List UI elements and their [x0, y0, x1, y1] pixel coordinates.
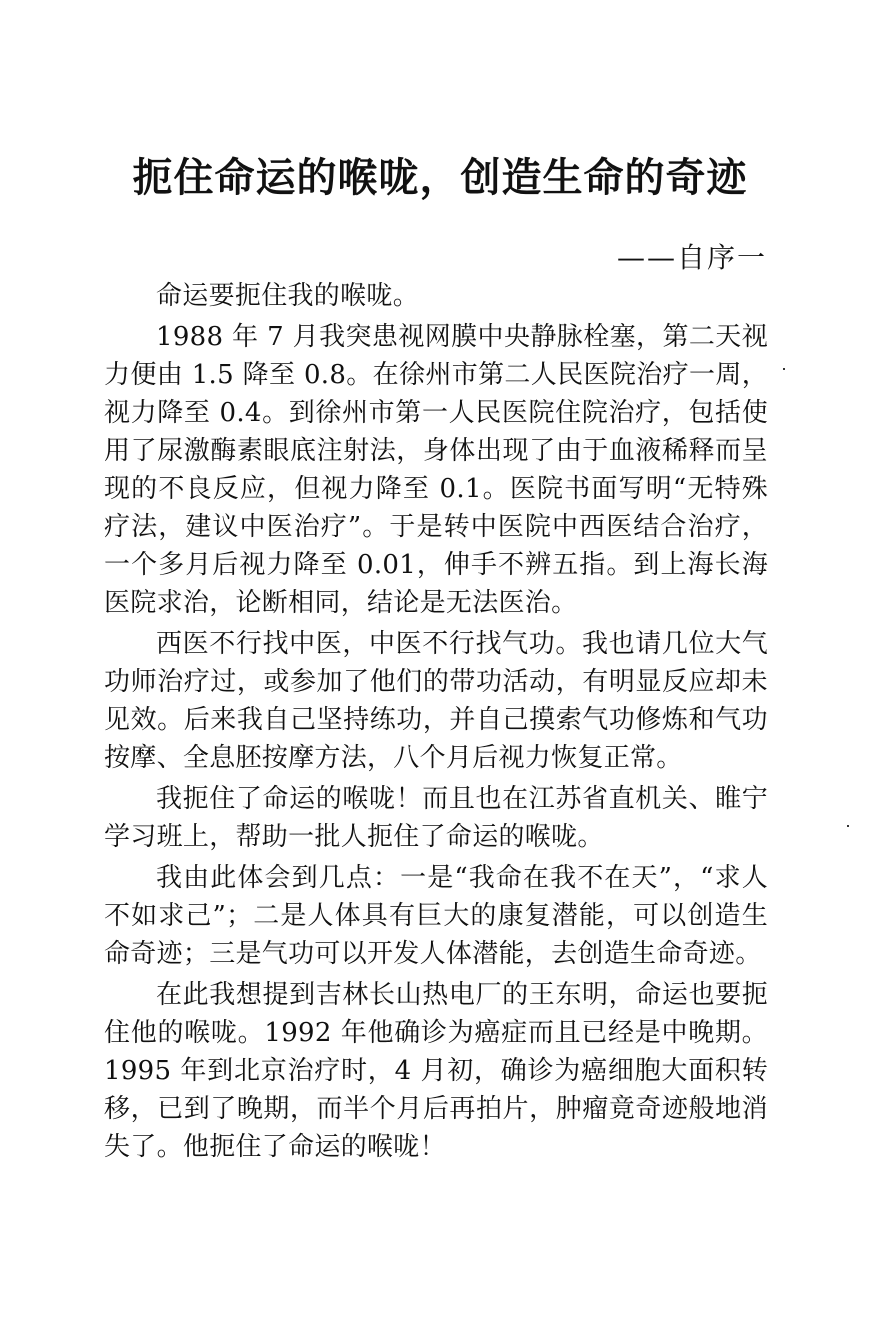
paragraph: 我由此体会到几点：一是“我命在我不在天”，“求人不如求己”；二是人体具有巨大的康复潜能，可以创造生命奇迹；三是气功可以开发人体潜能，去创造生命奇迹。 — [104, 863, 768, 969]
paragraph: 西医不行找中医，中医不行找气功。我也请几位大气功师治疗过，或参加了他们的带功活动，有明显反应却未见效。后来我自己坚持练功，并自己摸索气功修炼和气功按摩、全息胚按摩方法，八个月后视力恢复正常。 — [104, 629, 768, 773]
paragraph: 1988 年 7 月我突患视网膜中央静脉栓塞，第二天视力便由 1.5 降至 0.8。在徐州市第二人民医院治疗一周，视力降至 0.4。到徐州市第一人民医院住院治疗，包括使用了尿激酶素眼底注射法，身体出现了由于血液稀释而呈现的不良反应，但视力降至 0.1。医院书面写明“无特殊疗法，建议中医治疗”。于是转中医院中西医结合治疗，一个多月后视力降至 0.01，伸手不辨五指。到上海长海医院求治，论断相同，结论是无法医治。 — [104, 322, 768, 618]
paragraph: 命运要扼住我的喉咙。 — [156, 281, 420, 311]
preface-subtitle: ——自序一 — [616, 241, 767, 274]
paragraph: 在此我想提到吉林长山热电厂的王东明，命运也要扼住他的喉咙。1992 年他确诊为癌症而且已经是中晚期。1995 年到北京治疗时，4 月初，确诊为癌细胞大面积转移，已到了晚期，而半个月后再拍片，肿瘤竟奇迹般地消失了。他扼住了命运的喉咙！ — [104, 980, 768, 1162]
scan-speck — [783, 368, 785, 370]
page-title: 扼住命运的喉咙，创造生命的奇迹 — [132, 155, 748, 201]
scan-speck — [847, 825, 849, 827]
paragraph: 我扼住了命运的喉咙！而且也在江苏省直机关、睢宁学习班上，帮助一批人扼住了命运的喉咙。 — [104, 784, 768, 852]
body-text — [104, 277, 768, 1166]
